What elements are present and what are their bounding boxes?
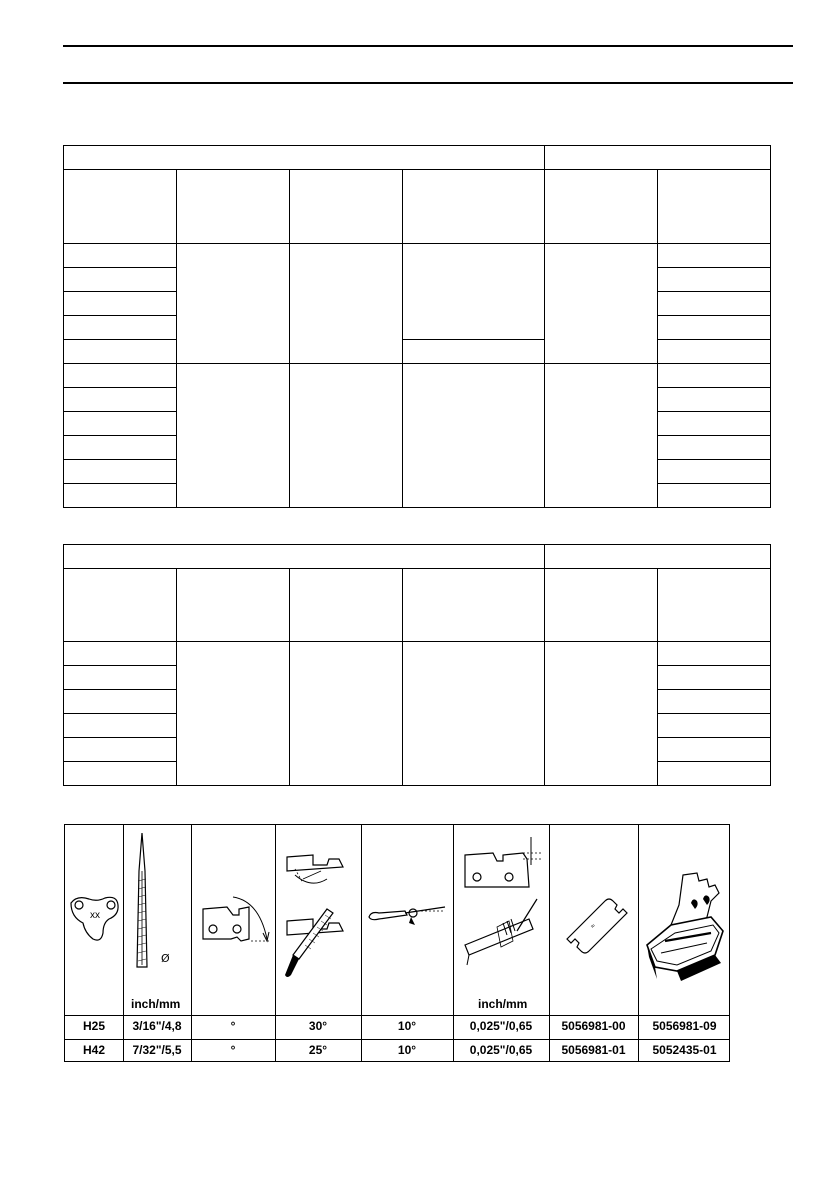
table-row	[63, 243, 177, 268]
table-cell	[657, 315, 771, 340]
gauge-part-cell: 5056981-00	[561, 1019, 626, 1033]
model-cell: H42	[82, 1043, 105, 1057]
header-rule-top	[63, 45, 793, 47]
table2-col-head	[402, 568, 545, 642]
table-cell-merged	[402, 243, 545, 340]
table1-header-right	[544, 145, 771, 170]
table1-col-head	[544, 169, 658, 244]
table-row	[63, 737, 177, 762]
table-cell	[657, 761, 771, 786]
file-holder-icon	[365, 897, 449, 933]
table-cell-merged	[176, 243, 290, 364]
bar-chain-table-1	[63, 145, 771, 508]
holder-part-cell: 5052435-01	[652, 1043, 717, 1057]
table-row	[63, 689, 177, 714]
holder-part-cell: 5056981-09	[652, 1019, 717, 1033]
table-cell	[402, 339, 545, 364]
table-row	[63, 459, 177, 484]
table2-col-head	[289, 568, 403, 642]
table2-col-head	[63, 568, 177, 642]
table-cell	[657, 737, 771, 762]
table-cell-merged	[544, 641, 658, 786]
table-row	[63, 363, 177, 388]
table-cell-merged	[402, 641, 545, 786]
depth-unit-label: inch/mm	[478, 997, 528, 1011]
file-size-cell: 3/16"/4,8	[132, 1019, 182, 1033]
file-size-cell: 7/32"/5,5	[132, 1043, 182, 1057]
table-cell	[657, 459, 771, 484]
angle-cell: °	[230, 1019, 236, 1033]
gauge-part-cell: 5056981-01	[561, 1043, 626, 1057]
table-cell-merged	[176, 363, 290, 508]
file-unit-label: inch/mm	[131, 997, 181, 1011]
table-cell	[657, 363, 771, 388]
table2-header-left	[63, 544, 545, 569]
table-row	[63, 339, 177, 364]
table-row	[63, 761, 177, 786]
table-row	[63, 291, 177, 316]
table-cell-merged	[176, 641, 290, 786]
model-cell: H25	[82, 1019, 105, 1033]
table1-col-head	[289, 169, 403, 244]
table-cell	[657, 243, 771, 268]
bar-chain-table-2	[63, 544, 771, 786]
table-cell-merged	[289, 363, 403, 508]
table-row	[63, 665, 177, 690]
angle-cell: °	[230, 1043, 236, 1057]
table-cell-merged	[289, 243, 403, 364]
table-row	[63, 411, 177, 436]
file-tilt-cell: 10°	[397, 1043, 417, 1057]
header-rule-bottom	[63, 82, 793, 84]
table-cell	[657, 291, 771, 316]
sharpening-accessories-table	[64, 824, 730, 1062]
table1-col-head	[176, 169, 290, 244]
table2-col-head	[176, 568, 290, 642]
depth-cell: 0,025"/0,65	[469, 1043, 533, 1057]
table-row	[63, 315, 177, 340]
top-plate-angle-cell: 30°	[308, 1019, 328, 1033]
table1-col-head	[63, 169, 177, 244]
round-file-icon	[129, 831, 185, 971]
table1-col-head	[402, 169, 545, 244]
gauge-tool-icon	[559, 885, 633, 965]
cutter-angle-icon	[197, 889, 273, 949]
table-row	[63, 267, 177, 292]
table-cell	[657, 267, 771, 292]
table2-col-head	[544, 568, 658, 642]
file-tilt-cell: 10°	[397, 1019, 417, 1033]
table-cell	[657, 339, 771, 364]
table-cell	[657, 641, 771, 666]
table2-col-head	[657, 568, 771, 642]
table-cell	[657, 483, 771, 508]
table-cell	[657, 435, 771, 460]
svg-text:≈: ≈	[589, 922, 598, 931]
table1-header-left	[63, 145, 545, 170]
table-cell	[657, 689, 771, 714]
table1-col-head	[657, 169, 771, 244]
table-cell	[657, 387, 771, 412]
table-row	[63, 435, 177, 460]
table-cell	[657, 411, 771, 436]
icon-label: xx	[90, 910, 100, 921]
table-row	[63, 713, 177, 738]
filing-angle-icon	[277, 849, 359, 985]
table-cell-merged	[544, 363, 658, 508]
table-row	[63, 483, 177, 508]
table-cell	[657, 665, 771, 690]
table-row	[63, 387, 177, 412]
depth-gauge-icon	[457, 831, 545, 971]
file-guide-icon	[641, 871, 729, 983]
depth-cell: 0,025"/0,65	[469, 1019, 533, 1033]
chain-link-icon	[67, 893, 121, 945]
table-cell	[657, 713, 771, 738]
diameter-symbol: Ø	[161, 952, 170, 965]
table-cell-merged	[544, 243, 658, 364]
table-cell-merged	[289, 641, 403, 786]
table-cell-merged	[402, 363, 545, 508]
table2-header-right	[544, 544, 771, 569]
top-plate-angle-cell: 25°	[308, 1043, 328, 1057]
table-row	[63, 641, 177, 666]
